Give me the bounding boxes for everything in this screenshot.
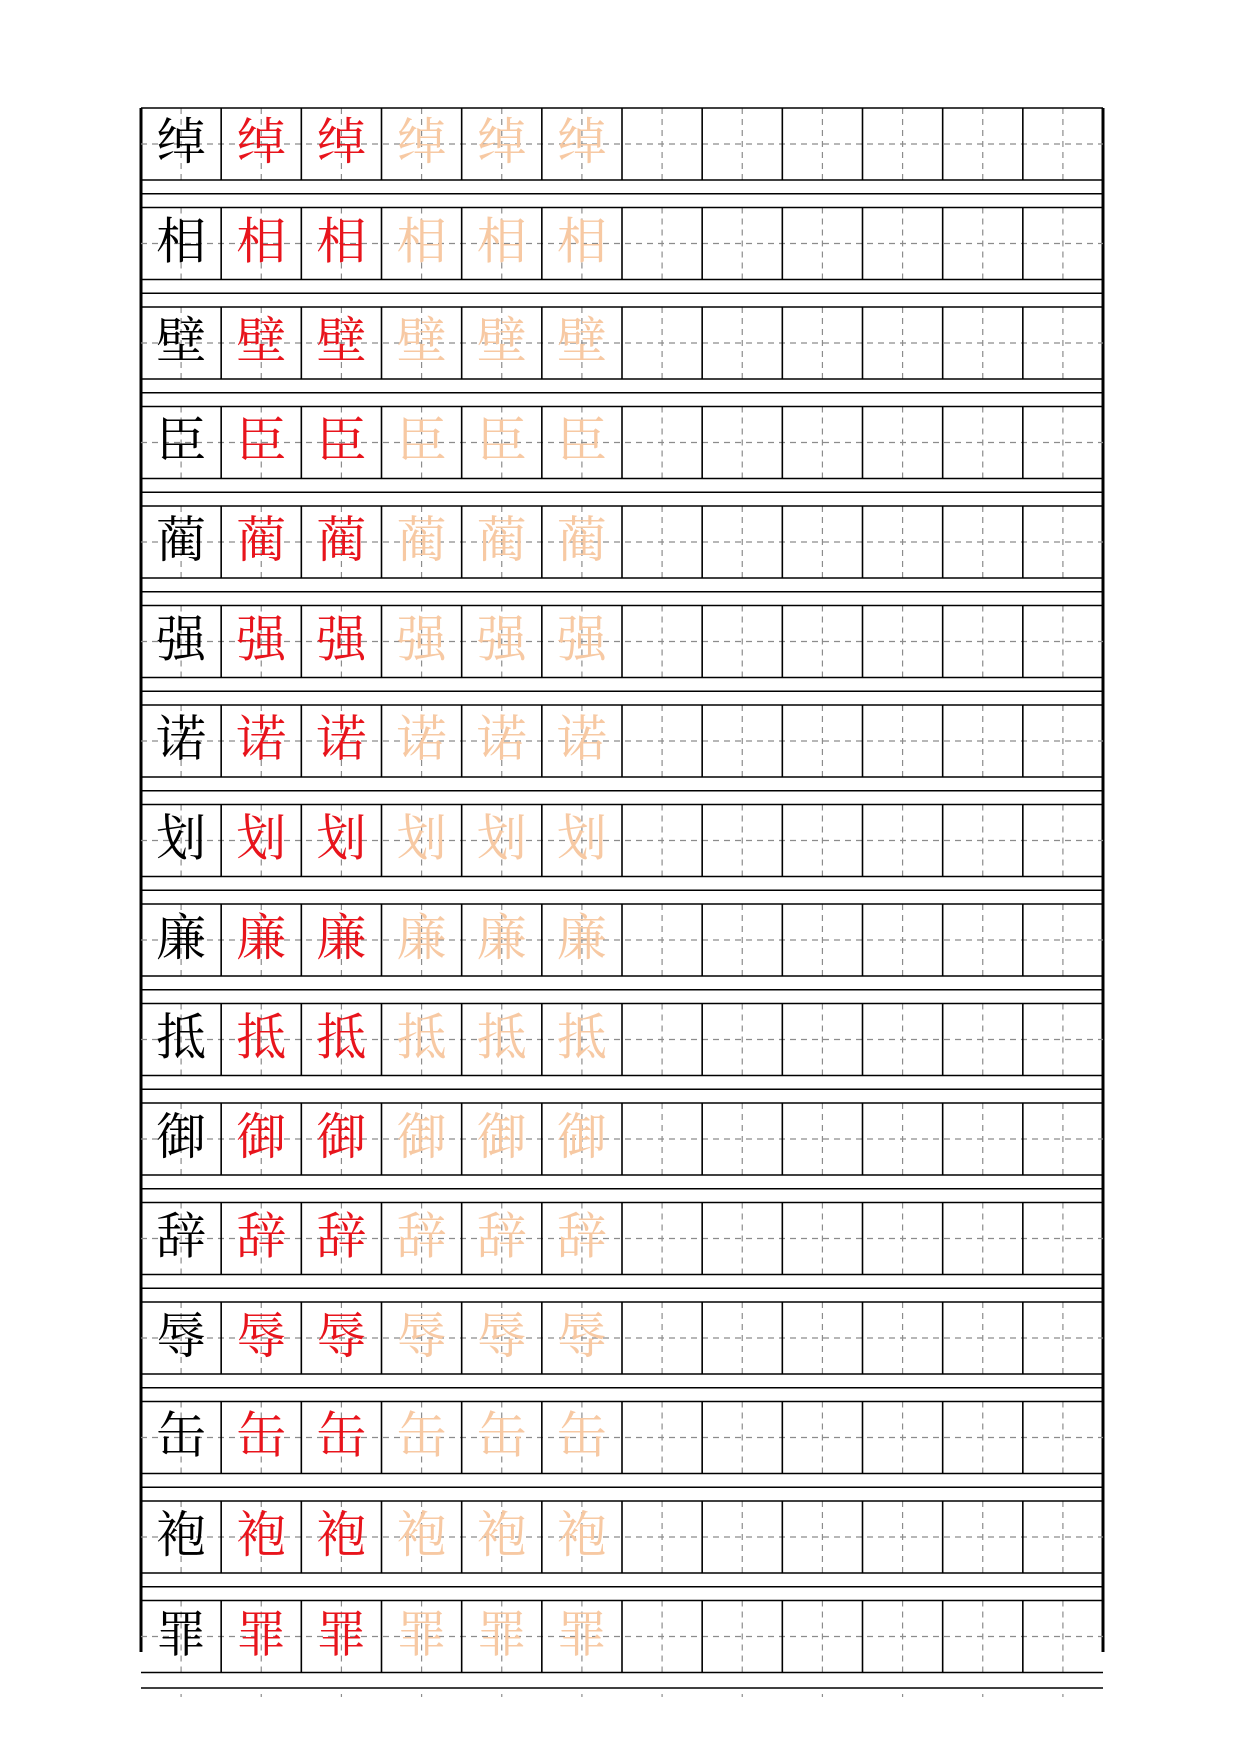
trace-char: 诺 [396,710,447,768]
example-char: 壁 [236,312,287,370]
trace-char: 蔺 [556,511,607,569]
trace-char: 袍 [556,1506,607,1564]
example-char: 辞 [316,1207,367,1266]
model-char: 相 [156,212,207,271]
example-char: 壁 [316,312,367,370]
example-char: 抵 [236,1008,287,1067]
trace-char: 臣 [556,411,607,470]
trace-char: 绰 [556,113,607,171]
trace-char: 壁 [396,312,447,370]
trace-char: 绰 [396,113,447,171]
trace-char: 廉 [556,909,607,967]
example-char: 袍 [236,1506,287,1564]
example-char: 相 [316,212,367,271]
example-char: 廉 [316,909,367,967]
model-char: 袍 [156,1506,207,1564]
trace-char: 辱 [476,1307,527,1365]
trace-char: 划 [396,809,447,868]
trace-char: 缶 [556,1406,607,1465]
model-char: 廉 [156,909,207,967]
trace-char: 相 [476,212,527,271]
trace-char: 罪 [556,1605,607,1664]
trace-char: 相 [556,212,607,271]
character-layer [156,113,609,1664]
trace-char: 臣 [396,411,447,470]
trace-char: 壁 [556,312,607,370]
example-char: 辱 [236,1307,287,1365]
model-char: 御 [156,1108,207,1166]
trace-char: 缶 [396,1406,447,1465]
trace-char: 绰 [476,113,527,171]
trace-char: 廉 [476,909,527,967]
example-char: 绰 [236,113,287,171]
example-char: 罪 [236,1605,287,1664]
trace-char: 御 [476,1108,527,1166]
model-char: 壁 [156,312,207,370]
example-char: 辱 [316,1307,367,1365]
trace-char: 蔺 [396,511,447,569]
trace-char: 强 [556,610,607,669]
trace-char: 抵 [556,1008,607,1067]
model-char: 蔺 [156,511,207,569]
trace-char: 辱 [396,1307,447,1365]
example-char: 强 [316,610,367,669]
model-char: 划 [156,809,207,868]
example-char: 辞 [236,1207,287,1266]
trace-char: 抵 [476,1008,527,1067]
trace-char: 辱 [556,1307,607,1365]
example-char: 缶 [316,1406,367,1465]
trace-char: 划 [556,809,607,868]
trace-char: 抵 [396,1008,447,1067]
example-char: 强 [236,610,287,669]
example-char: 御 [236,1108,287,1166]
trace-char: 罪 [396,1605,447,1664]
trace-char: 缶 [476,1406,527,1465]
example-char: 蔺 [236,511,287,569]
example-char: 罪 [316,1605,367,1664]
example-char: 划 [316,809,367,868]
trace-char: 划 [476,809,527,868]
example-char: 缶 [236,1406,287,1465]
trace-char: 御 [556,1108,607,1166]
trace-char: 壁 [476,312,527,370]
trace-char: 蔺 [476,511,527,569]
trace-char: 诺 [476,710,527,768]
example-char: 臣 [236,411,287,470]
example-char: 诺 [316,710,367,768]
model-char: 抵 [156,1008,207,1067]
example-char: 廉 [236,909,287,967]
model-char: 缶 [156,1406,207,1465]
trace-char: 袍 [396,1506,447,1564]
trace-char: 袍 [476,1506,527,1564]
trace-char: 强 [476,610,527,669]
example-char: 御 [316,1108,367,1166]
model-char: 诺 [156,710,207,768]
example-char: 袍 [316,1506,367,1564]
model-char: 罪 [156,1605,207,1664]
model-char: 臣 [156,411,207,470]
model-char: 强 [156,610,207,669]
example-char: 蔺 [316,511,367,569]
example-char: 相 [236,212,287,271]
trace-char: 辞 [396,1207,447,1266]
example-char: 划 [236,809,287,868]
trace-char: 臣 [476,411,527,470]
partial-row [141,1688,1103,1701]
trace-char: 辞 [476,1207,527,1266]
trace-char: 强 [396,610,447,669]
model-char: 辱 [156,1307,207,1365]
trace-char: 廉 [396,909,447,967]
model-char: 绰 [156,113,207,171]
example-char: 绰 [316,113,367,171]
trace-char: 诺 [556,710,607,768]
example-char: 诺 [236,710,287,768]
trace-char: 相 [396,212,447,271]
model-char: 辞 [156,1207,207,1266]
trace-char: 御 [396,1108,447,1166]
example-char: 抵 [316,1008,367,1067]
example-char: 臣 [316,411,367,470]
trace-char: 罪 [476,1605,527,1664]
trace-char: 辞 [556,1207,607,1266]
